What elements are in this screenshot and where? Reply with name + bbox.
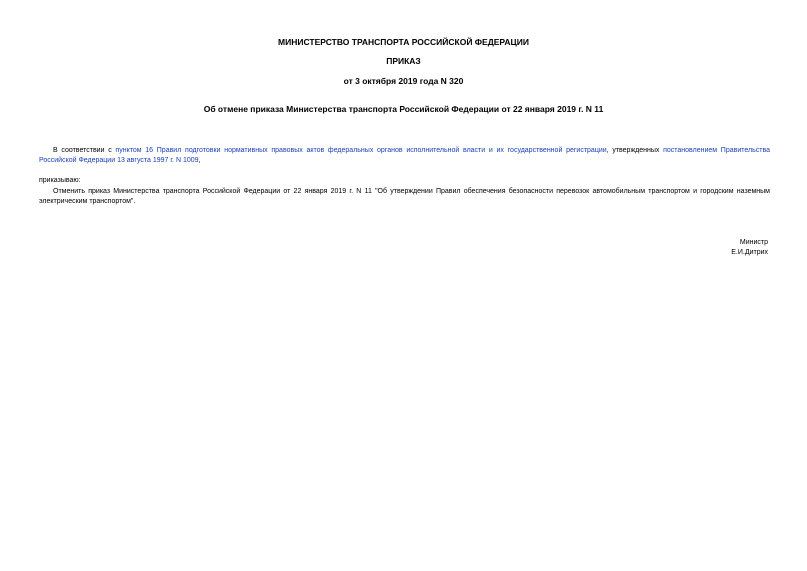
signature-block <box>731 238 768 258</box>
ministry-title: МИНИСТЕРСТВО ТРАНСПОРТА РОССИЙСКОЙ ФЕДЕРАЦИИ <box>278 37 529 47</box>
basis-suffix: , <box>198 156 201 164</box>
cancel-paragraph: Отменить приказ Министерства транспорта Российской Федерации от 22 января 2019 г. N 11 "Об утверждении Правил обеспечения безопасности перевозок автомобильным транспортом и городским наземным электрическим транспортом". <box>39 188 770 205</box>
signatory-position: Министр <box>739 239 768 246</box>
legal-basis-paragraph <box>39 146 770 165</box>
decree-link[interactable]: постановлением Правительства Российской Федерации 13 августа 1997 г. N 1009 <box>39 147 770 164</box>
order-word: приказываю: <box>39 177 81 184</box>
signatory-name: Е.И.Дитрих <box>731 249 768 256</box>
rules-link[interactable]: пунктом 16 Правил подготовки нормативных правовых актов федеральных органов исполнительной власти и их государственной регистрации <box>115 147 607 154</box>
basis-prefix: В соответствии с <box>53 147 116 154</box>
basis-middle: , утвержденных <box>606 147 664 154</box>
document-subject: Об отмене приказа Министерства транспорта Российской Федерации от 22 января 2019 г. N 11 <box>203 104 604 114</box>
document-date-number: от 3 октября 2019 года N 320 <box>343 76 464 86</box>
document-type: ПРИКАЗ <box>386 56 421 66</box>
